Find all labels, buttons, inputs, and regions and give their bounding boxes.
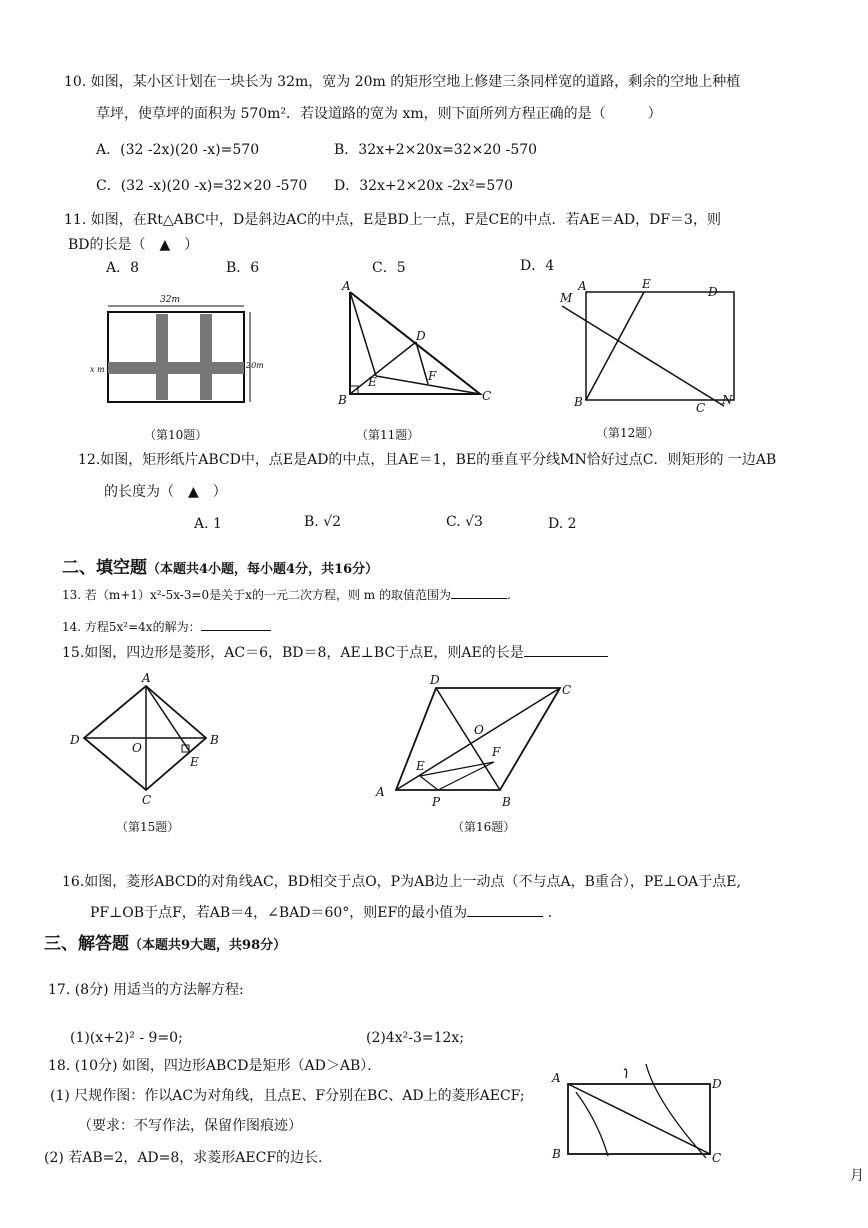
section-3-header <box>44 934 286 954</box>
q10-option-d: D．32x+2×20x -2x²=570 <box>334 178 514 194</box>
q16-line2: PF⊥OB于点F，若AB＝4，∠BAD＝60°，则EF的最小值为 <box>90 905 468 921</box>
q11-option-c: C．5 <box>372 260 406 276</box>
fig16-label-a: A <box>376 785 385 799</box>
fig11-label-a: A <box>342 279 351 293</box>
figure-12 <box>556 276 756 416</box>
q12-option-c: C. √3 <box>446 514 483 530</box>
fig12-label-c: C <box>696 401 706 415</box>
figure-16 <box>370 672 590 812</box>
q13-answer-blank[interactable] <box>451 586 507 599</box>
q11-option-b: B．6 <box>226 260 260 276</box>
fig16-label-c: C <box>562 683 572 697</box>
fig10-caption: （第10题） <box>144 428 208 442</box>
q15-text <box>62 644 608 662</box>
q16-line2-row: PF⊥OB于点F，若AB＝4，∠BAD＝60°，则EF的最小值为 . <box>90 905 553 921</box>
q14-answer-blank[interactable] <box>201 618 271 631</box>
fig11-label-e: E <box>368 375 377 389</box>
fig16-label-d: D <box>430 673 440 687</box>
section-2-title: 二、填空题 <box>62 558 147 578</box>
section-2-note: （本题共4小题，每小题4分，共16分） <box>147 562 379 577</box>
q11-option-d: D．4 <box>520 258 555 274</box>
section-3-note: （本题共9大题，共98分） <box>129 938 287 953</box>
q15-answer-blank[interactable] <box>524 644 608 657</box>
q14-text <box>62 618 271 634</box>
q11-line2: BD的长是（ ▲ ） <box>68 237 199 253</box>
fig12-label-a: A <box>578 279 587 293</box>
fig16-caption: （第16题） <box>452 820 516 834</box>
q15-label: 15.如图，四边形是菱形，AC＝6，BD＝8，AE⊥BC于点E，则AE的长是 <box>62 645 524 661</box>
fig12-label-e: E <box>642 277 651 291</box>
fig11-label-c: C <box>482 389 492 403</box>
fig15-label-c: C <box>142 793 152 807</box>
q12-line2: 的长度为（ ▲ ） <box>104 484 227 500</box>
section-3-title: 三、解答题 <box>44 934 129 954</box>
q10-line1: 10. 如图，某小区计划在一块长为 32m，宽为 20m 的矩形空地上修建三条同样宽的道路，剩余的空地上种植 <box>64 74 741 90</box>
fig10-label-32m: 32m <box>160 295 180 305</box>
q18-part-1-note: （要求：不写作法，保留作图痕迹） <box>78 1118 302 1134</box>
figure-18 <box>546 1062 736 1172</box>
fig11-caption: （第11题） <box>356 428 420 442</box>
q10-option-b: B．32x+2×20x=32×20 -570 <box>334 142 538 158</box>
q17-part-1: (1)(x+2)² - 9=0; <box>70 1030 183 1046</box>
q18-head: 18. (10分) 如图，四边形ABCD是矩形（AD＞AB）． <box>48 1058 382 1074</box>
q14-label: 14. 方程5x²=4x的解为： <box>62 620 201 634</box>
fig18-label-a: A <box>552 1071 561 1085</box>
fig11-label-d: D <box>416 329 426 343</box>
q11-option-a: A．8 <box>106 260 140 276</box>
fig10-label-x: x m <box>90 365 105 374</box>
fig18-label-c: C <box>712 1151 722 1165</box>
figure-11 <box>330 276 500 416</box>
q17-part-2: (2)4x²-3=12x; <box>366 1030 465 1046</box>
q13-text: 13. 若（m+1）x²-5x-3=0是关于x的一元二次方程，则 m 的取值范围为 . <box>62 588 511 602</box>
q16-line1: 16.如图，菱形ABCD的对角线AC，BD相交于点O，P为AB边上一动点（不与点A，B重合），PE⊥OA于点E, <box>62 874 741 890</box>
fig12-label-b: B <box>574 395 583 409</box>
fig18-label-d: D <box>712 1077 722 1091</box>
fig15-label-a: A <box>142 671 151 685</box>
section-2-header <box>62 558 378 578</box>
fig11-label-b: B <box>338 393 347 407</box>
fig16-label-e: E <box>416 759 425 773</box>
q12-option-a: A. 1 <box>194 516 222 532</box>
fig16-label-b: B <box>502 795 511 809</box>
q10-option-a: A．(32 -2x)(20 -x)=570 <box>96 142 260 158</box>
fig15-label-o: O <box>132 741 142 755</box>
q13-label: 13. 若（m+1）x²-5x-3=0是关于x的一元二次方程，则 m 的取值范围为 <box>62 588 451 602</box>
fig12-label-m: M <box>560 291 573 305</box>
fig15-label-b: B <box>210 733 219 747</box>
q10-option-c: C．(32 -x)(20 -x)=32×20 -570 <box>96 178 308 194</box>
fig11-label-f: F <box>428 369 437 383</box>
fig10-label-20m: 20m <box>246 361 264 370</box>
q11-line1: 11. 如图，在Rt△ABC中，D是斜边AC的中点，E是BD上一点，F是CE的中点．若AE＝AD，DF＝3，则 <box>64 212 721 228</box>
q16-answer-blank[interactable] <box>467 904 543 917</box>
fig15-label-e: E <box>190 755 199 769</box>
q18-part-1: (1) 尺规作图：作以AC为对角线，且点E、F分别在BC、AD上的菱形AECF; <box>50 1088 525 1104</box>
figure-15 <box>66 672 236 812</box>
q12-line1: 12.如图，矩形纸片ABCD中，点E是AD的中点，且AE＝1，BE的垂直平分线MN恰好过点C．则矩形的 一边AB <box>78 452 777 468</box>
fig16-label-p: P <box>432 795 441 809</box>
page-edge-text: 月 <box>850 1168 864 1184</box>
figure-10 <box>90 290 270 410</box>
q18-part-2: (2) 若AB=2，AD=8，求菱形AECF的边长. <box>44 1150 323 1166</box>
fig15-label-d: D <box>70 733 80 747</box>
q12-option-b: B. √2 <box>304 514 342 530</box>
fig12-label-n: N <box>722 393 733 407</box>
fig16-label-f: F <box>492 745 501 759</box>
fig15-caption: （第15题） <box>116 820 180 834</box>
fig16-label-o: O <box>474 723 484 737</box>
fig12-caption: （第12题） <box>596 426 660 440</box>
q17-head: 17. (8分) 用适当的方法解方程: <box>48 982 244 998</box>
fig18-label-b: B <box>552 1147 561 1161</box>
q12-option-d: D. 2 <box>548 516 577 532</box>
q10-line2: 草坪，使草坪的面积为 570m²．若设道路的宽为 xm，则下面所列方程正确的是（ ） <box>96 106 662 122</box>
fig12-label-d: D <box>708 285 718 299</box>
